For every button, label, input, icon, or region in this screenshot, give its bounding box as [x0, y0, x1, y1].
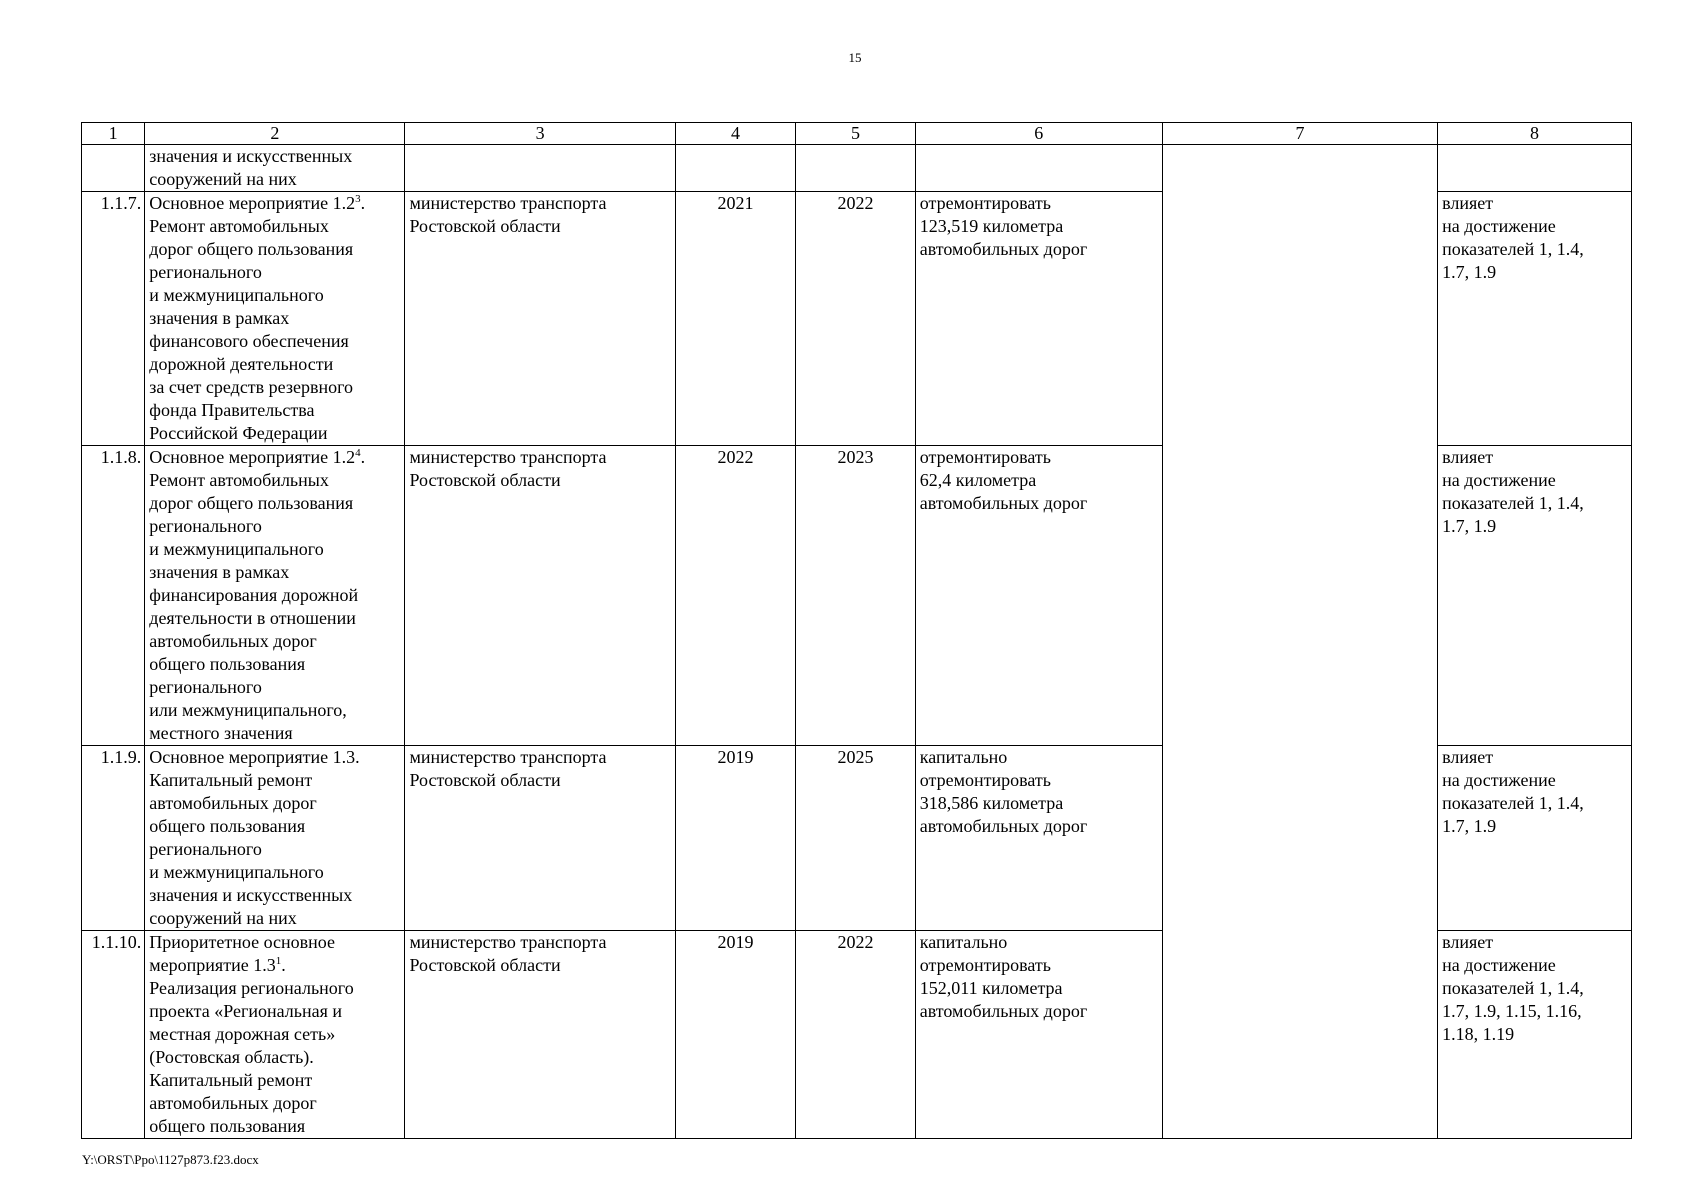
cell-executor: министерство транспорта Ростовской области [405, 746, 675, 931]
cell-number: 1.1.10. [82, 931, 145, 1139]
cell-end-year: 2025 [796, 746, 916, 931]
cell-result: капитально отремонтировать 318,586 километра автомобильных дорог [915, 746, 1162, 931]
measure-name-text: . Ремонт автомобильных дорог общего пользования регионального и межмуниципального значения в рамках финансирования дорожной деятельности в отношении автомобильных дорог общего пользования регионального или межмуниципального, местного значения [149, 447, 366, 743]
cell-result: отремонтировать 123,519 километра автомобильных дорог [915, 192, 1162, 446]
footnote-mark: 4 [355, 447, 361, 459]
cell-measure-name [145, 931, 405, 1139]
cell-executor: министерство транспорта Ростовской области [405, 192, 675, 446]
table-row-continuation [82, 145, 1632, 192]
cell-result [915, 145, 1162, 192]
column-header: 2 [145, 123, 405, 145]
measure-name-text: Основное мероприятие 1.3. Капитальный ремонт автомобильных дорог общего пользования регионального и межмуниципального значения и искусственных сооружений на них [149, 747, 360, 928]
cell-end-year [796, 145, 916, 192]
column-header: 4 [675, 123, 796, 145]
cell-column-7-merged [1162, 145, 1437, 1139]
cell-end-year: 2022 [796, 931, 916, 1139]
cell-measure-name [145, 746, 405, 931]
cell-start-year: 2022 [675, 446, 796, 746]
cell-number: 1.1.8. [82, 446, 145, 746]
cell-number [82, 145, 145, 192]
cell-end-year: 2022 [796, 192, 916, 446]
column-header: 7 [1162, 123, 1437, 145]
cell-result: капитально отремонтировать 152,011 километра автомобильных дорог [915, 931, 1162, 1139]
column-header: 6 [915, 123, 1162, 145]
column-header: 8 [1438, 123, 1632, 145]
column-header: 1 [82, 123, 145, 145]
cell-impact: влияет на достижение показателей 1, 1.4, 1.7, 1.9 [1438, 192, 1632, 446]
cell-end-year: 2023 [796, 446, 916, 746]
cell-number: 1.1.9. [82, 746, 145, 931]
cell-start-year [675, 145, 796, 192]
measure-name-text: Приоритетное основное мероприятие 1.3 [149, 932, 336, 975]
page-number: 15 [848, 50, 862, 65]
cell-executor: министерство транспорта Ростовской области [405, 446, 675, 746]
cell-start-year: 2019 [675, 931, 796, 1139]
table-header-row [82, 123, 1632, 145]
measure-name-text: . Ремонт автомобильных дорог общего пользования регионального и межмуниципального значения в рамках финансового обеспечения дорожной деятельности за счет средств резервного фонда Правительства Российской Федерации [149, 193, 366, 443]
measure-name-text: . Реализация регионального проекта «Региональная и местная дорожная сеть» (Ростовская область). Капитальный ремонт автомобильных дорог общего пользования [149, 955, 354, 1136]
column-header: 3 [405, 123, 675, 145]
column-header: 5 [796, 123, 916, 145]
cell-impact [1438, 145, 1632, 192]
footnote-mark: 1 [275, 955, 282, 967]
cell-measure-name [145, 192, 405, 446]
cell-measure-name [145, 446, 405, 746]
document-file-path: Y:\ORST\Ppo\1127p873.f23.docx [82, 1152, 259, 1167]
cell-number: 1.1.7. [82, 192, 145, 446]
cell-measure-name: значения и искусственных сооружений на них [145, 145, 405, 192]
footnote-mark: 3 [355, 193, 361, 205]
cell-impact: влияет на достижение показателей 1, 1.4, 1.7, 1.9, 1.15, 1.16, 1.18, 1.19 [1438, 931, 1632, 1139]
cell-start-year: 2021 [675, 192, 796, 446]
cell-start-year: 2019 [675, 746, 796, 931]
cell-impact: влияет на достижение показателей 1, 1.4, 1.7, 1.9 [1438, 446, 1632, 746]
measures-table [81, 122, 1632, 1139]
measure-name-text: Основное мероприятие 1.2 [149, 193, 356, 213]
cell-executor: министерство транспорта Ростовской области [405, 931, 675, 1139]
cell-executor [405, 145, 675, 192]
measure-name-text: Основное мероприятие 1.2 [149, 447, 356, 467]
cell-impact: влияет на достижение показателей 1, 1.4, 1.7, 1.9 [1438, 746, 1632, 931]
cell-result: отремонтировать 62,4 километра автомобильных дорог [915, 446, 1162, 746]
